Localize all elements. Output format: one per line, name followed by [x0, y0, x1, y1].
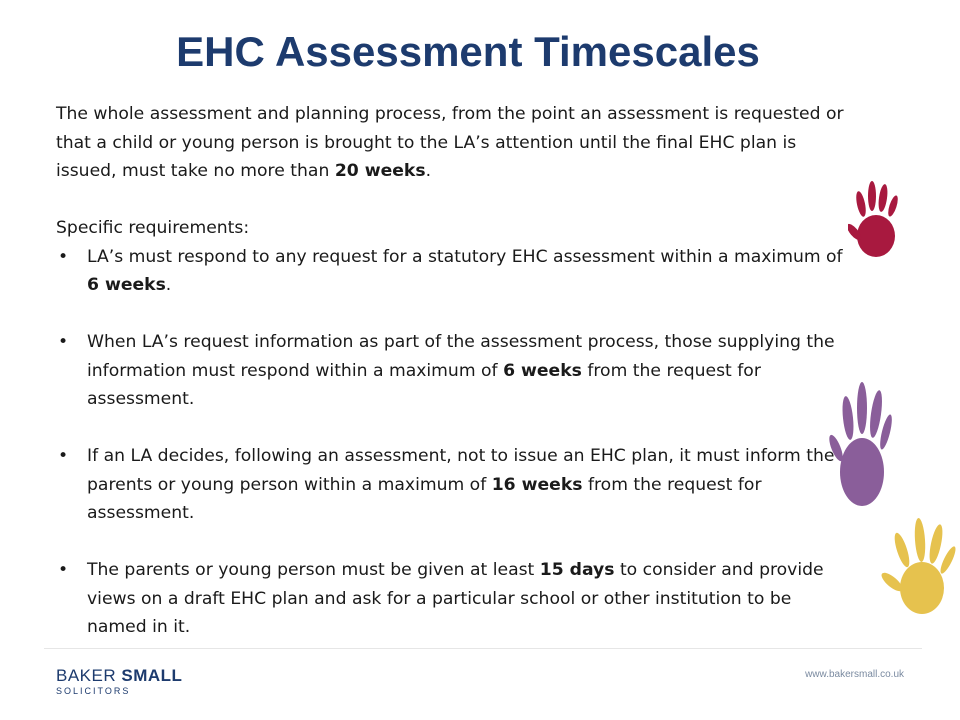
- bullet-text-end: .: [165, 275, 172, 295]
- bullet-dot-icon: •: [58, 246, 69, 267]
- bullet-text-end: from the request for assessment.: [87, 360, 761, 409]
- slide-title: EHC Assessment Timescales: [176, 28, 760, 75]
- bullet-highlight: 6 weeks: [503, 360, 582, 381]
- bullet-item: [56, 442, 846, 528]
- bullet-item: [56, 328, 846, 414]
- yellow-handprint-icon: [880, 512, 960, 624]
- bullet-dot-icon: •: [58, 446, 69, 466]
- intro-paragraph: [56, 100, 846, 186]
- purple-handprint-icon: [826, 374, 894, 514]
- bullet-item: [56, 243, 846, 300]
- intro-highlight: 20 weeks: [334, 161, 426, 181]
- intro-text: The whole assessment and planning process, from the point an assessment is requested or that a child or young person is brought to the LA’s attention until the final EHC plan is issued, must take no more than: [56, 104, 844, 181]
- bullet-highlight: 15 days: [539, 560, 615, 580]
- red-handprint-icon: [848, 176, 904, 260]
- bullet-text: The parents or young person must be given at least: [87, 560, 540, 580]
- specific-heading: Specific requirements:: [56, 218, 250, 238]
- intro-text-end: .: [425, 161, 432, 181]
- logo-wordmark: [56, 667, 182, 685]
- bullet-dot-icon: •: [58, 560, 69, 580]
- bullet-text: When LA’s request information as part of the assessment process, those supplying the information must respond within a maximum of: [87, 332, 835, 381]
- bullet-highlight: 16 weeks: [491, 474, 583, 495]
- bullet-dot-icon: •: [58, 332, 69, 352]
- slide-body: [56, 100, 846, 642]
- website-url: www.bakersmall.co.uk: [805, 669, 904, 680]
- bullet-highlight: 6 weeks: [87, 275, 166, 295]
- company-logo: [56, 667, 182, 697]
- bullet-text: LA’s must respond to any request for a statutory EHC assessment within a maximum of: [87, 246, 843, 267]
- bullet-text-end: from the request for assessment.: [87, 474, 762, 523]
- bullet-item: [56, 556, 846, 642]
- logo-word-baker: BAKER: [56, 666, 117, 685]
- logo-subtitle: SOLICITORS: [56, 686, 131, 696]
- footer-divider: [44, 648, 922, 649]
- bullet-text: If an LA decides, following an assessment, not to issue an EHC plan, it must inform the parents or young person within a maximum of: [87, 446, 835, 495]
- logo-word-small: SMALL: [121, 666, 183, 685]
- bullet-text-end: to consider and provide views on a draft EHC plan and ask for a particular school or other institution to be named in it.: [87, 560, 824, 637]
